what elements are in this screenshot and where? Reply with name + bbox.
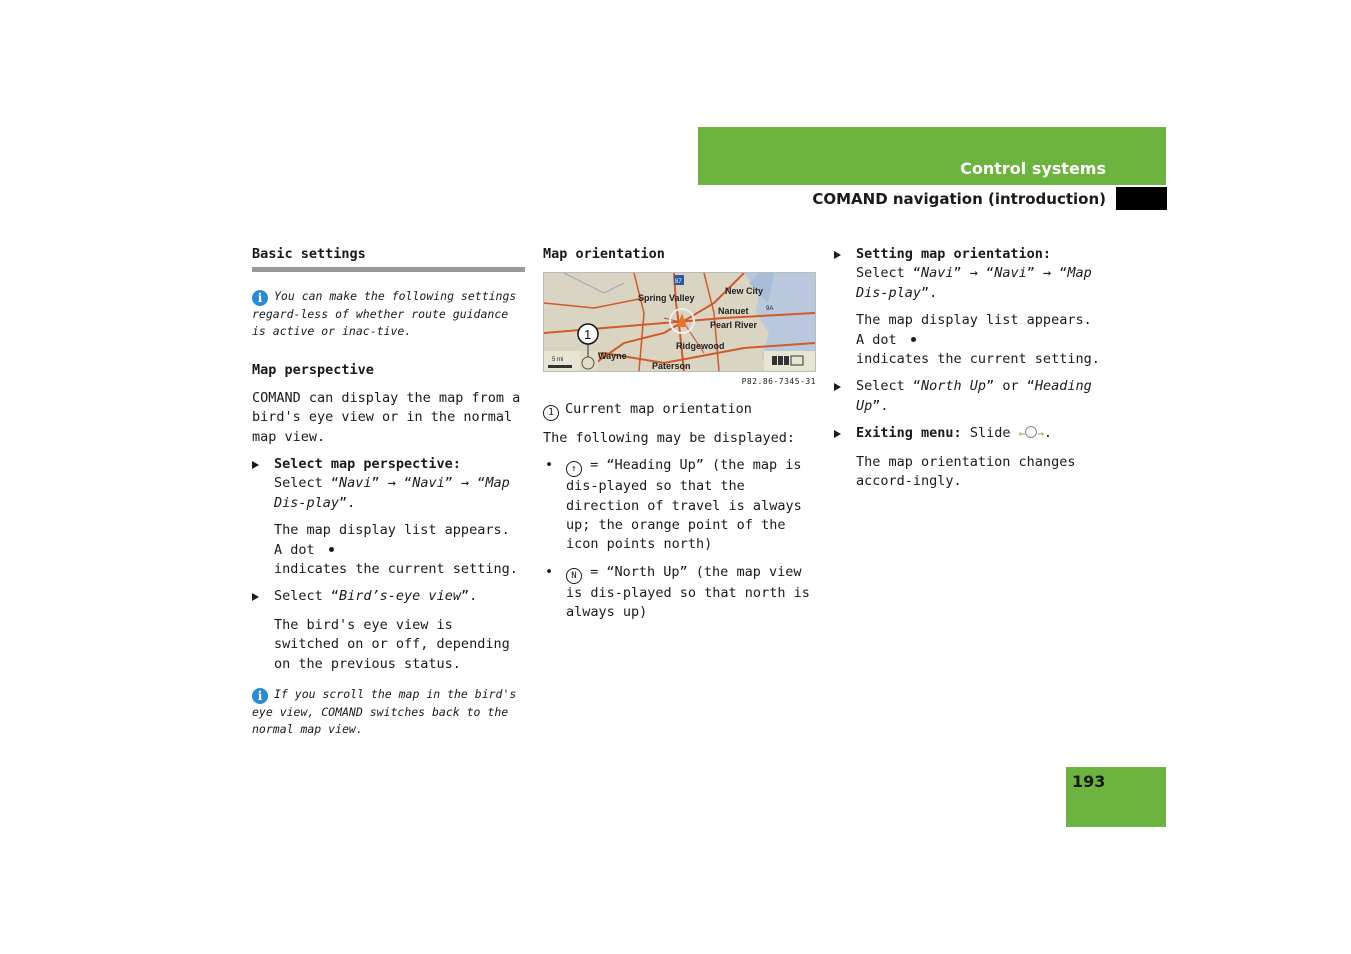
- column-1: [252, 245, 525, 738]
- column-3: [834, 245, 1104, 491]
- map-label-paterson: Paterson: [652, 361, 691, 372]
- step-select-north-heading: Select “North Up” or “Heading Up”.: [834, 377, 1104, 416]
- map-label-wayne: Wayne: [598, 351, 627, 362]
- map-label-new-city: New City: [725, 286, 764, 297]
- bullet-north-up: • N = “North Up” (the map view is dis-played so that north is always up): [545, 563, 810, 621]
- step3-result: The map orientation changes accord-ingly.: [856, 453, 1076, 490]
- bullet-heading-up: • ↑ = “Heading Up” (the map is dis-played so that the direction of travel is always up; the orange point of the icon points north): [545, 457, 802, 553]
- step-arrow-icon: [834, 251, 841, 259]
- map-road-shield: 87: [675, 279, 682, 286]
- dot-icon: [329, 547, 334, 552]
- step2-result: The bird's eye view is switched on or off, depending on the previous status.: [274, 616, 510, 672]
- map-label-spring-valley: Spring Valley: [638, 293, 695, 304]
- map-exit-shield: 9A: [766, 306, 774, 313]
- callout-number-icon: 1: [543, 405, 559, 421]
- step-arrow-icon: [834, 430, 841, 438]
- step1-result: The map display list appears. A dot indicates the current setting.: [856, 312, 1100, 368]
- map-screenshot: [543, 272, 816, 372]
- map-caption: 1 Current map orientation: [543, 400, 816, 421]
- step-arrow-icon: [834, 383, 841, 391]
- section-title: Control systems: [960, 159, 1106, 178]
- map-orientation-heading: Map orientation: [543, 246, 665, 262]
- step-select-perspective: Select map perspective: Select “Navi” → “Navi” → “Map Dis-play”.: [252, 455, 525, 513]
- map-graphic: [544, 273, 815, 371]
- heading-rule: [252, 267, 525, 272]
- header-black-tab: [1116, 187, 1167, 210]
- info-icon: i: [252, 290, 268, 306]
- map-perspective-intro: COMAND can display the map from a bird's eye view or in the normal map view.: [252, 389, 521, 445]
- step-setting-orientation: Setting map orientation: Select “Navi” → “Navi” → “Map Dis-play”.: [834, 245, 1104, 303]
- step-exit-menu: Exiting menu: Slide ← →.: [834, 424, 1104, 443]
- display-intro: The following may be displayed:: [543, 429, 795, 446]
- step1-result: The map display list appears. A dot indicates the current setting.: [274, 522, 518, 578]
- step-arrow-icon: [252, 461, 259, 469]
- map-scale-label: 5 mi: [552, 357, 564, 364]
- image-reference: P82.86-7345-31: [741, 377, 816, 387]
- step-select-birdseye: Select “Bird’s-eye view”.: [252, 587, 525, 606]
- basic-settings-heading: Basic settings: [252, 246, 366, 262]
- map-perspective-heading: Map perspective: [252, 362, 374, 379]
- map-label-pearl-river: Pearl River: [710, 320, 758, 331]
- heading-up-icon: ↑: [566, 461, 582, 477]
- page-number: 193: [1072, 772, 1106, 791]
- dot-icon: [911, 337, 916, 342]
- info-note-1: i You can make the following settings regard-less of whether route guidance is active or inac-tive.: [252, 289, 517, 339]
- map-label-nanuet: Nanuet: [718, 306, 749, 317]
- subsection-title: COMAND navigation (introduction): [812, 190, 1106, 208]
- map-callout-1: 1: [584, 327, 592, 343]
- step-arrow-icon: [252, 593, 259, 601]
- info-icon: i: [252, 688, 268, 704]
- info-note-2: i If you scroll the map in the bird's eye view, COMAND switches back to the normal map view.: [252, 687, 517, 737]
- column-2: [543, 245, 816, 623]
- slide-controller-icon: ← →: [1018, 427, 1044, 441]
- map-label-ridgewood: Ridgewood: [676, 341, 725, 352]
- north-up-icon: N: [566, 568, 582, 584]
